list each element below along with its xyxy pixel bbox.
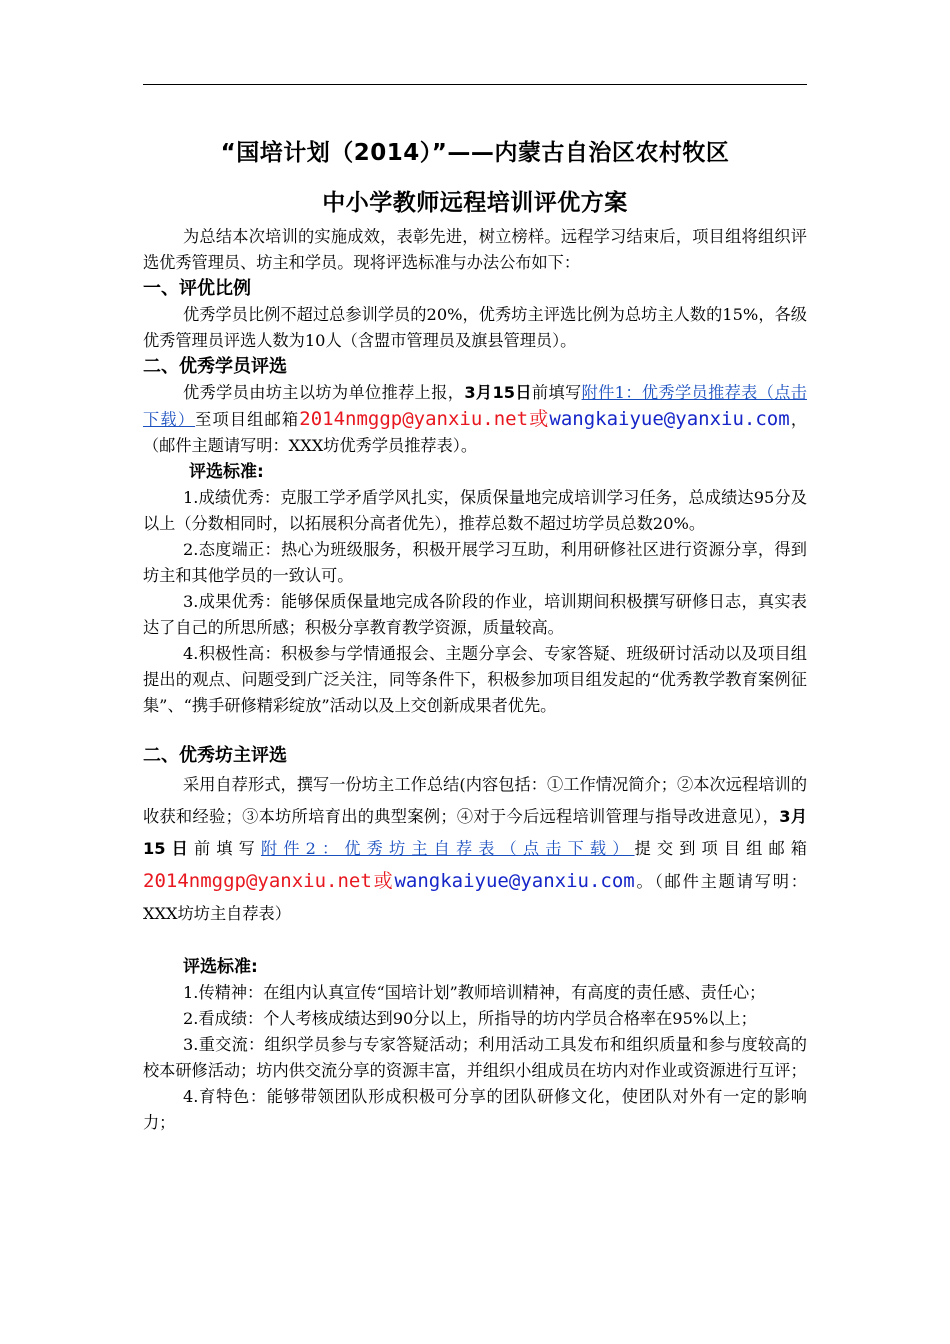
section-2-criterion-4: 4.积极性高：积极参与学情通报会、主题分享会、专家答疑、班级研讨活动以及项目组提出的观点、问题受到广泛关注，同等条件下，积极参加项目组发起的“优秀教学教育案例征集”、“携手研修精彩绽放”活动以及上交创新成果者优先。 — [143, 644, 807, 715]
section-3-criteria-heading: 评选标准: — [183, 957, 258, 977]
spacer — [143, 719, 807, 743]
section-2-text-after-link: 至项目组邮箱 — [195, 410, 300, 429]
section-3-criterion-2: 2.看成绩：个人考核成绩达到90分以上，所指导的坊内学员合格率在95%以上； — [183, 1009, 757, 1028]
email-2-link[interactable]: wangkaiyue@yanxiu.com — [549, 408, 790, 430]
email-4-link[interactable]: wangkaiyue@yanxiu.com — [394, 870, 635, 892]
attachment-2-link[interactable]: 附件2：优秀坊主自荐表（点击下载） — [260, 839, 635, 858]
section-2-deadline: 3月15日 — [464, 383, 532, 402]
intro-paragraph: 为总结本次培训的实施成效，表彰先进，树立榜样。远程学习结束后，项目组将组织评选优秀管理员、坊主和学员。现将评选标准与办法公布如下： — [143, 227, 807, 272]
section-3-heading: 二、优秀坊主评选 — [143, 745, 287, 766]
title-line-1: “国培计划（2014）”——内蒙古自治区农村牧区 — [220, 140, 730, 166]
section-2-criterion-1: 1.成绩优秀：克服工学矛盾学风扎实，保质保量地完成培训学习任务，总成绩达95分及以上（分数相同时，以拓展积分高者优先），推荐总数不超过坊学员总数20%。 — [143, 488, 807, 533]
attachment-1-link[interactable]: 附件1：优秀学员推荐表（点击下载） — [143, 383, 807, 429]
header-rule — [143, 84, 807, 85]
section-2-text-start: 优秀学员由坊主以坊为单位推荐上报， — [183, 383, 465, 402]
title-line-2: 中小学教师远程培训评优方案 — [322, 190, 628, 216]
section-1-heading: 一、评优比例 — [143, 278, 251, 299]
section-2-text-mid: 前填写 — [531, 383, 582, 402]
section-2-criterion-3: 3.成果优秀：能够保质保量地完成各阶段的作业，培训期间积极撰写研修日志，真实表达了自己的所思所感；积极分享教育教学资源，质量较高。 — [143, 592, 807, 637]
section-3-deadline: 3月15日 — [143, 807, 808, 858]
section-3-text-end: 。（邮件主题请写明：XXX坊坊主自荐表） — [143, 872, 807, 923]
email-1-link[interactable]: 2014nmggp@yanxiu.net或 — [299, 408, 550, 430]
section-1-text: 优秀学员比例不超过总参训学员的20%，优秀坊主评选比例为总坊主人数的15%，各级优秀管理员评选人数为10人（含盟市管理员及旗县管理员）。 — [143, 305, 807, 350]
section-2-text-end: ，（邮件主题请写明：XXX坊优秀学员推荐表）。 — [143, 410, 808, 455]
section-3-text-mid: 前填写 — [193, 839, 261, 858]
section-3-paragraph — [143, 769, 807, 930]
email-3-link[interactable]: 2014nmggp@yanxiu.net或 — [143, 870, 395, 892]
document-body — [143, 224, 807, 1136]
section-2-criteria-heading: 评选标准: — [189, 462, 264, 482]
section-3-criterion-4: 4.育特色：能够带领团队形成积极可分享的团队研修文化，使团队对外有一定的影响力； — [143, 1087, 807, 1132]
section-3-text-after-link: 提交到项目组邮箱 — [634, 839, 807, 858]
section-2-paragraph — [143, 380, 807, 459]
section-3-criterion-1: 1.传精神：在组内认真宣传“国培计划”教师培训精神，有高度的责任感、责任心； — [183, 983, 766, 1002]
section-2-heading: 二、优秀学员评选 — [143, 356, 287, 377]
section-3-criterion-3: 3.重交流：组织学员参与专家答疑活动；利用活动工具发布和组织质量和参与度较高的校本研修活动；坊内供交流分享的资源丰富，并组织小组成员在坊内对作业或资源进行互评； — [143, 1035, 807, 1080]
section-3-text-start: 采用自荐形式，撰写一份坊主工作总结(内容包括：①工作情况简介；②本次远程培训的收获和经验；③本坊所培育出的典型案例；④对于今后远程培训管理与指导改进意见）， — [143, 775, 807, 826]
section-2-criterion-2: 2.态度端正：热心为班级服务，积极开展学习互助，利用研修社区进行资源分享，得到坊主和其他学员的一致认可。 — [143, 540, 807, 585]
